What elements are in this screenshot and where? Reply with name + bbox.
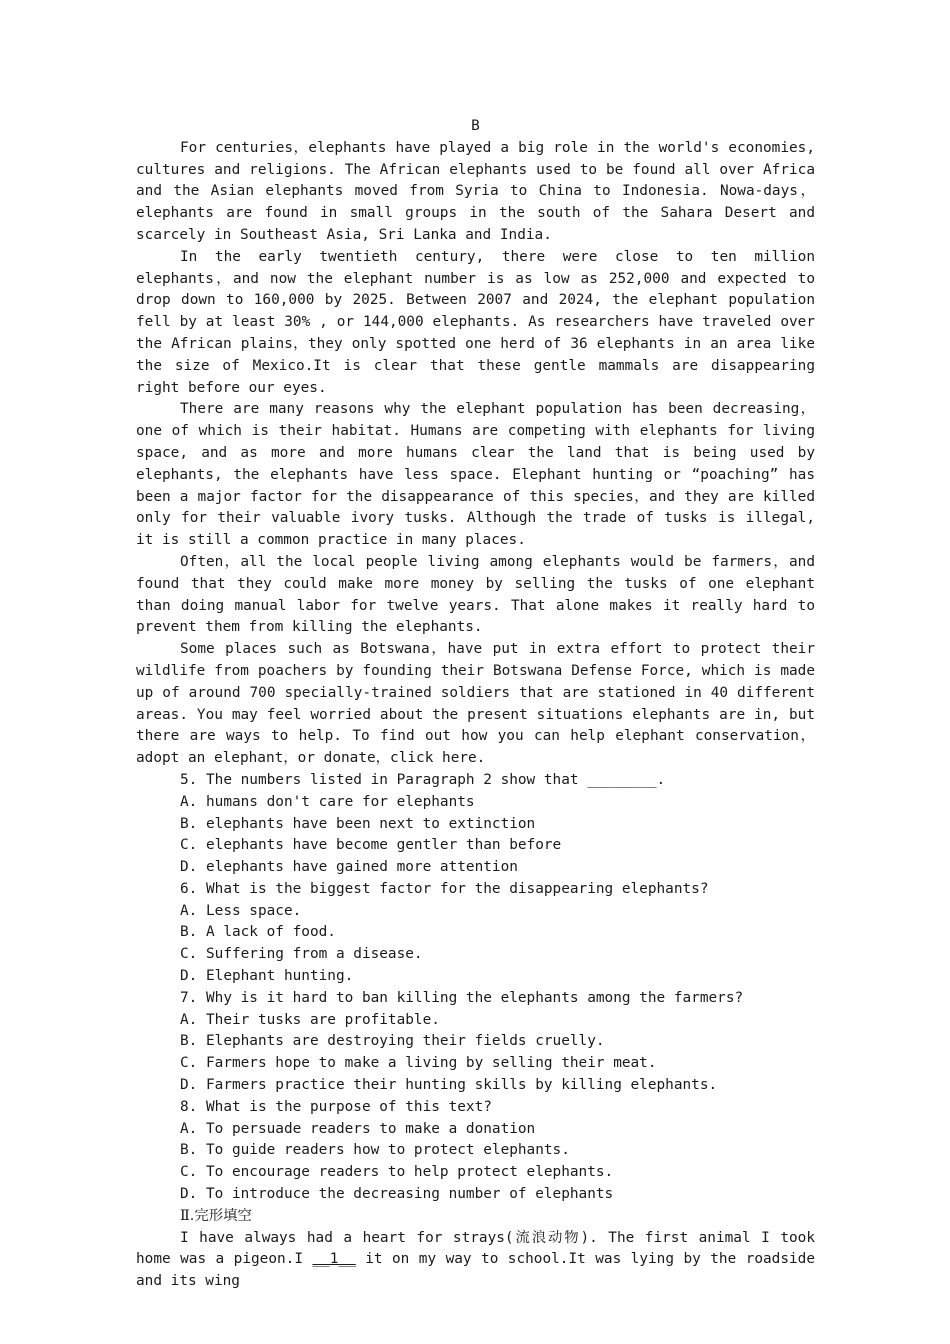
question-option: B. elephants have been next to extinction <box>180 815 536 832</box>
question-stem: 7. Why is it hard to ban killing the elephants among the farmers? <box>180 989 744 1006</box>
paragraph-1: For centuries，elephants have played a big role in the world's economies, cultures and religions. The African elephants used to be found all over Africa and the Asian elephants moved from Syria to China to Indonesia. Nowa-days，elephants are found in small groups in the south of the Sahara Desert and scarcely in Southeast Asia, Sri Lanka and India. <box>136 139 815 243</box>
cloze-text-after: it on my way to school.It was lying by the roadside and its wing <box>136 1251 816 1290</box>
question-option: D. elephants have gained more attention <box>180 859 518 876</box>
question-6 <box>136 879 815 988</box>
question-stem: 8. What is the purpose of this text? <box>180 1098 492 1115</box>
question-option: D. Elephant hunting. <box>180 968 354 985</box>
question-option: D. Farmers practice their hunting skills by killing elephants. <box>180 1077 718 1094</box>
paragraph-3: There are many reasons why the elephant population has been decreasing，one of which is their habitat. Humans are competing with elephants for living space, and as more and more humans clear the land that is being used by elephants, the elephants have less space. Elephant hunting or “poaching” has been a major factor for the disappearance of this species，and they are killed only for their valuable ivory tusks. Although the trade of tusks is illegal, it is still a common practice in many places. <box>136 401 815 549</box>
paragraph-4: Often，all the local people living among elephants would be farmers，and found that they could make more money by selling the tusks of one elephant than doing manual labor for twelve years. That alone makes it really hard to prevent them from killing the elephants. <box>136 553 815 636</box>
cloze-text-before: I have always had a heart for strays(流浪动物). The first animal I took home was a pigeon.I <box>136 1229 815 1268</box>
paragraph-5: Some places such as Botswana，have put in extra effort to protect their wildlife from poachers by founding their Botswana Defense Force, which is made up of around 700 specially-trained soldiers that are stationed in 40 different areas. You may feel worried about the present situations elephants are in, but there are ways to help. To find out how you can help elephant conservation，adopt an elephant，or donate，click here. <box>136 641 815 767</box>
cloze-paragraph <box>136 1228 815 1293</box>
question-8 <box>136 1097 815 1206</box>
question-stem: 5. The numbers listed in Paragraph 2 show that ________. <box>180 771 666 788</box>
question-option: C. To encourage readers to help protect elephants. <box>180 1164 614 1181</box>
question-option: A. humans don't care for elephants <box>180 793 475 810</box>
document-page <box>136 116 815 1293</box>
question-option: B. To guide readers how to protect elephants. <box>180 1142 570 1159</box>
question-stem: 6. What is the biggest factor for the disappearing elephants? <box>180 880 709 897</box>
question-7 <box>136 988 815 1097</box>
question-option: D. To introduce the decreasing number of elephants <box>180 1186 614 1203</box>
question-option: C. Suffering from a disease. <box>180 946 423 963</box>
question-option: C. elephants have become gentler than before <box>180 837 562 854</box>
paragraph-2: In the early twentieth century, there were close to ten million elephants，and now the elephant number is as low as 252,000 and expected to drop down to 160,000 by 2025. Between 2007 and 2024, the elephant population fell by at least 30% , or 144,000 elephants. As researchers have traveled over the African plains，they only spotted one herd of 36 elephants in an area like the size of Mexico.It is clear that these gentle mammals are disappearing right before our eyes. <box>136 248 815 396</box>
question-option: A. Less space. <box>180 902 302 919</box>
question-option: B. A lack of food. <box>180 924 336 941</box>
question-5 <box>136 770 815 879</box>
question-option: C. Farmers hope to make a living by selling their meat. <box>180 1055 657 1072</box>
question-option: A. Their tusks are profitable. <box>180 1011 440 1028</box>
question-option: B. Elephants are destroying their fields cruelly. <box>180 1033 605 1050</box>
cloze-heading: Ⅱ.完形填空 <box>180 1207 252 1224</box>
section-heading: B <box>471 118 480 134</box>
question-option: A. To persuade readers to make a donation <box>180 1120 536 1137</box>
cloze-blank-1[interactable]: __1__ <box>312 1251 356 1268</box>
